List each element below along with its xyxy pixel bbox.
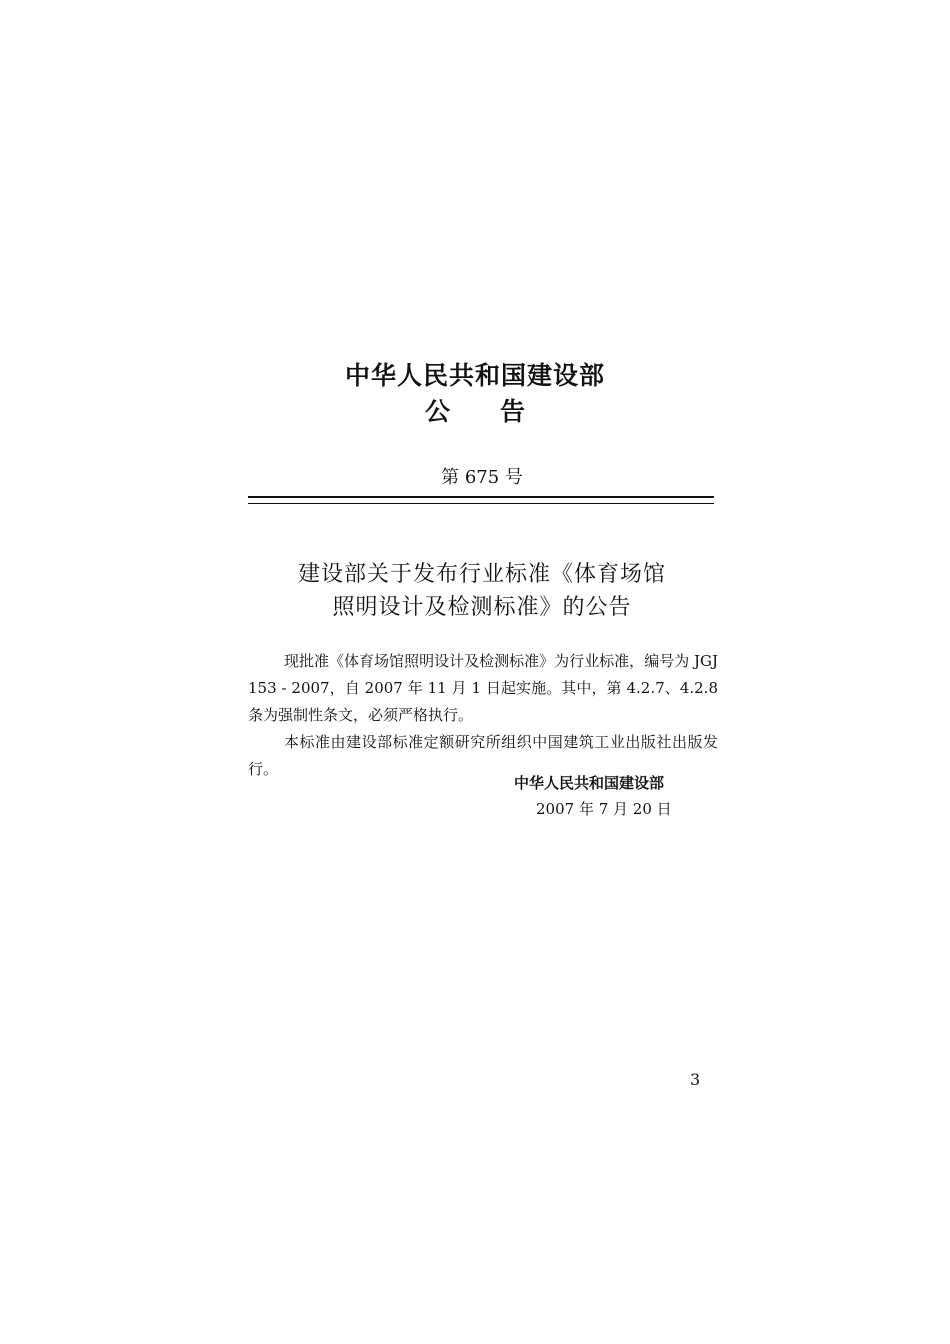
divider-thin bbox=[248, 503, 714, 504]
announcement-title-line-2: 照明设计及检测标准》的公告 bbox=[332, 595, 632, 620]
divider-thick bbox=[248, 496, 714, 498]
announcement-title-line-1: 建设部关于发布行业标准《体育场馆 bbox=[297, 562, 666, 587]
body-paragraph-1: 现批准《体育场馆照明设计及检测标准》为行业标准，编号为 JGJ 153 - 2007，自 2007 年 11 月 1 日起实施。其中，第 4.2.7、4.2.8 条为强制性条文，必须严格执行。 bbox=[248, 652, 718, 724]
page-number: 3 bbox=[690, 1070, 701, 1089]
announcement-body bbox=[248, 648, 718, 783]
signature-organization: 中华人民共和国建设部 bbox=[514, 774, 665, 792]
issue-number: 第 675 号 bbox=[441, 467, 523, 488]
announcement-heading: 公告 bbox=[424, 397, 575, 426]
body-paragraph-2: 本标准由建设部标准定额研究所组织中国建筑工业出版社出版发行。 bbox=[248, 733, 718, 778]
signature-date: 2007 年 7 月 20 日 bbox=[536, 800, 672, 818]
issuing-ministry-heading: 中华人民共和国建设部 bbox=[344, 361, 605, 390]
